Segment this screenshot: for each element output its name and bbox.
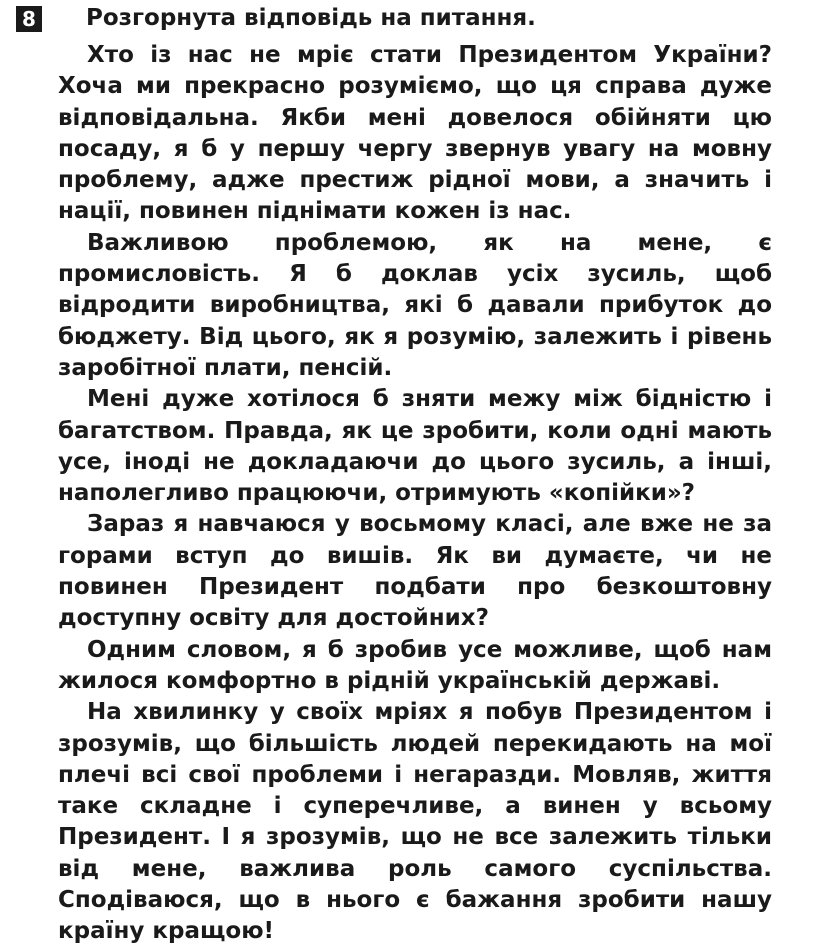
task-title: Розгорнута відповідь на питання.: [86, 5, 536, 31]
task-number-badge: 8: [16, 6, 42, 32]
paragraph-1: Хто із нас не мріє стати Президентом України? Хоча ми прекрасно розуміємо, що ця справа дуже відповідальна. Якби мені довелося обійняти цю посаду, я б у першу чергу звернув увагу на мовну проблему, адже престиж рідної мови, а значить і нації, повинен піднімати кожен із нас.: [58, 42, 772, 225]
paragraph-5: Одним словом, я б зробив усе можливе, щоб нам жилося комфортно в рідній українській державі.: [58, 636, 772, 694]
paragraph-2: Важливою проблемою, як на мене, є промисловість. Я б доклав усіх зусиль, щоб відродити виробництва, які б давали прибуток до бюджету. Від цього, як я розумію, залежить і рівень заробітної плати, пенсій.: [58, 229, 772, 381]
paragraph-6: На хвилинку у своїх мріях я побув Президентом і зрозумів, що більшість людей перекидають на мої плечі всі свої проблеми і негаразди. Мовляв, життя таке складне і суперечливе, а винен у всьому Президент. І я зрозумів, що не все залежить тільки від мене, важлива роль самого суспільства. Сподіваюся, що в нього є бажання зробити нашу країну кращою!: [58, 699, 772, 945]
answer-text: [58, 40, 772, 948]
paragraph-3: Мені дуже хотілося б зняти межу між бідністю і багатством. Правда, як це зробити, коли одні мають усе, іноді не докладаючи до цього зусиль, а інші, наполегливо працюючи, отримують «копійки»?: [58, 386, 772, 507]
paragraph-4: Зараз я навчаюся у восьмому класі, але вже не за горами вступ до вишів. Як ви думаєте, чи не повинен Президент подбати про безкоштовну доступну освіту для достойних?: [58, 511, 772, 632]
